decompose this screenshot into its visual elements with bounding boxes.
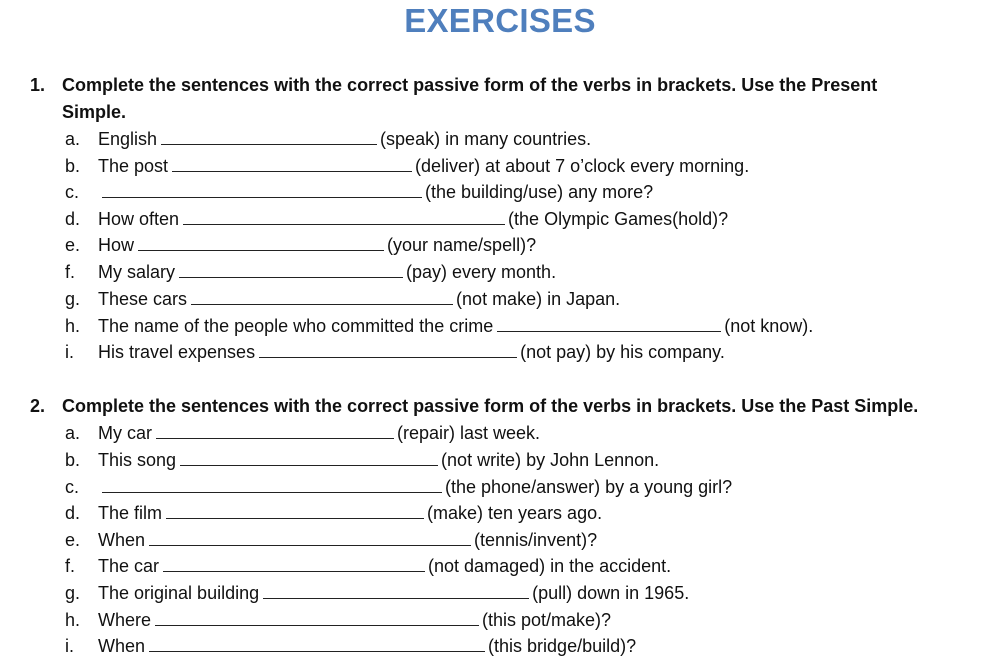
item-text-after: (your name/spell)?: [387, 235, 537, 255]
answer-blank[interactable]: [191, 286, 453, 305]
item-text-after: (tennis/invent)?: [474, 530, 598, 550]
answer-blank[interactable]: [497, 313, 721, 332]
answer-blank[interactable]: [138, 232, 384, 251]
exercise-2-item-c: [65, 474, 732, 500]
item-text-before: Where: [98, 610, 152, 630]
answer-blank[interactable]: [156, 420, 394, 439]
item-text-after: (not damaged) in the accident.: [428, 556, 672, 576]
item-text-before: The car: [98, 556, 160, 576]
item-label: g.: [65, 289, 81, 309]
item-text-before: The name of the people who committed the crime: [98, 316, 494, 336]
exercise-1-item-a: [65, 126, 591, 152]
item-text-after: (this pot/make)?: [482, 610, 612, 630]
item-text-before: This song: [98, 450, 177, 470]
item-text-after: (not write) by John Lennon.: [441, 450, 660, 470]
item-text-before: His travel expenses: [98, 342, 256, 362]
answer-blank[interactable]: [149, 633, 485, 652]
item-label: i.: [65, 342, 74, 362]
exercise-1-item-b: [65, 153, 749, 179]
item-label: f.: [65, 556, 76, 576]
answer-blank[interactable]: [163, 553, 425, 572]
item-label: i.: [65, 636, 74, 656]
page-title: EXERCISES: [404, 2, 596, 39]
item-label: a.: [65, 129, 81, 149]
item-text-after: (pay) every month.: [406, 262, 557, 282]
instruction-text-continued: Simple.: [62, 102, 127, 122]
exercise-1-item-g: [65, 286, 620, 312]
item-text-before: The original building: [98, 583, 260, 603]
item-text-after: (the Olympic Games(hold)?: [508, 209, 729, 229]
exercise-1-item-f: [65, 259, 556, 285]
item-label: h.: [65, 610, 81, 630]
item-text-after: (deliver) at about 7 o’clock every morning.: [415, 156, 750, 176]
answer-blank[interactable]: [161, 126, 377, 145]
item-label: e.: [65, 235, 81, 255]
exercise-2-item-d: [65, 500, 602, 526]
item-label: d.: [65, 503, 81, 523]
item-label: h.: [65, 316, 81, 336]
item-text-after: (not know).: [724, 316, 814, 336]
answer-blank[interactable]: [102, 179, 422, 198]
answer-blank[interactable]: [180, 447, 438, 466]
answer-blank[interactable]: [263, 580, 529, 599]
item-text-before: When: [98, 636, 146, 656]
item-text-after: (not make) in Japan.: [456, 289, 621, 309]
item-text-before: How: [98, 235, 135, 255]
item-text-before: These cars: [98, 289, 188, 309]
item-text-after: (pull) down in 1965.: [532, 583, 690, 603]
exercise-1-item-d: [65, 206, 728, 232]
item-text-before: English: [98, 129, 158, 149]
item-text-after: (the building/use) any more?: [425, 182, 654, 202]
exercise-2-item-a: [65, 420, 540, 446]
item-label: a.: [65, 423, 81, 443]
answer-blank[interactable]: [149, 527, 471, 546]
answer-blank[interactable]: [172, 153, 412, 172]
item-text-before: The post: [98, 156, 169, 176]
exercise-1-instruction: [30, 72, 990, 126]
item-label: c.: [65, 182, 80, 202]
item-label: b.: [65, 450, 81, 470]
exercise-2-item-g: [65, 580, 689, 606]
item-text-after: (not pay) by his company.: [520, 342, 725, 362]
answer-blank[interactable]: [259, 339, 517, 358]
exercise-2-item-i: [65, 633, 636, 659]
answer-blank[interactable]: [179, 259, 403, 278]
item-label: b.: [65, 156, 81, 176]
item-text-after: (repair) last week.: [397, 423, 541, 443]
exercise-1-item-i: [65, 339, 725, 365]
exercise-number: 1.: [30, 75, 46, 95]
exercise-1-item-h: [65, 313, 813, 339]
exercise-2-instruction: [30, 393, 990, 420]
answer-blank[interactable]: [183, 206, 505, 225]
item-label: g.: [65, 583, 81, 603]
item-text-before: When: [98, 530, 146, 550]
item-label: c.: [65, 477, 80, 497]
item-text-after: (make) ten years ago.: [427, 503, 603, 523]
item-text-after: (speak) in many countries.: [380, 129, 592, 149]
item-text-before: How often: [98, 209, 180, 229]
item-text-after: (the phone/answer) by a young girl?: [445, 477, 733, 497]
answer-blank[interactable]: [155, 607, 479, 626]
item-label: e.: [65, 530, 81, 550]
exercise-2-item-e: [65, 527, 597, 553]
item-text-after: (this bridge/build)?: [488, 636, 637, 656]
answer-blank[interactable]: [166, 500, 424, 519]
item-text-before: My car: [98, 423, 152, 443]
exercise-2-item-f: [65, 553, 671, 579]
instruction-text: Complete the sentences with the correct passive form of the verbs in brackets. Use the Present: [62, 75, 878, 95]
item-label: d.: [65, 209, 81, 229]
exercise-1-item-c: [65, 179, 653, 205]
item-text-before: The film: [98, 503, 163, 523]
item-text-before: My salary: [98, 262, 176, 282]
exercise-1-item-e: [65, 232, 536, 258]
item-label: f.: [65, 262, 76, 282]
exercise-2-item-b: [65, 447, 659, 473]
instruction-text: Complete the sentences with the correct passive form of the verbs in brackets. Use the Past Simple.: [62, 396, 919, 416]
exercise-2-item-h: [65, 607, 611, 633]
answer-blank[interactable]: [102, 474, 442, 493]
exercise-number: 2.: [30, 396, 46, 416]
